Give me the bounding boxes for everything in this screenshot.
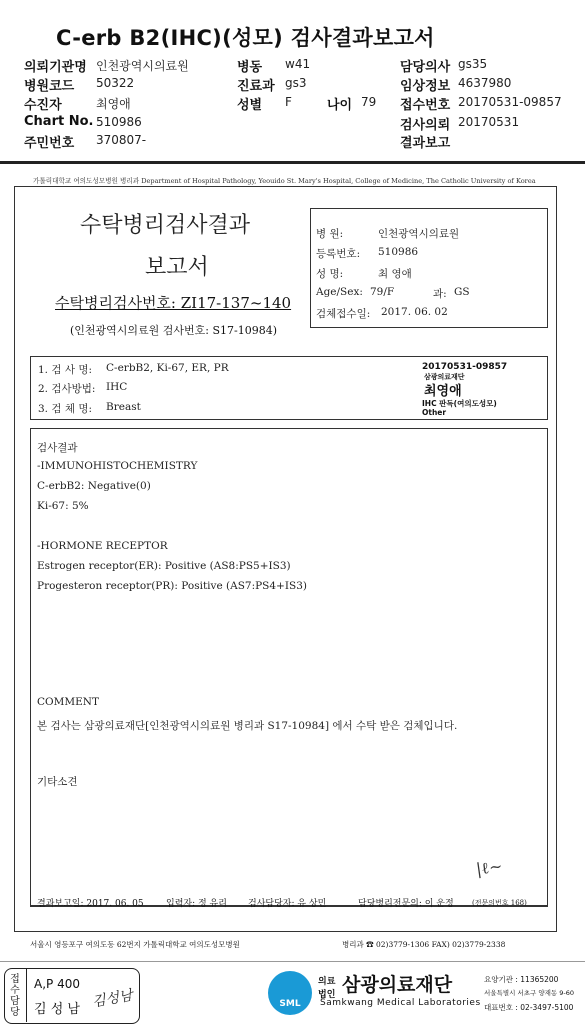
hospital-code-label: 병원코드	[24, 79, 75, 94]
chart-value: 510986	[96, 115, 142, 129]
test-method-label: 2. 검사방법:	[38, 383, 96, 395]
comment-text: 본 검사는 삼광의료재단[인천광역시의료원 병리과 S17-10984] 에서 수탁 받은 검체입니다.	[37, 720, 458, 732]
pr-result: Progesteron receptor(PR): Positive (AS7:PS4+IS3)	[37, 580, 307, 592]
info-hospital-label: 병 원:	[316, 228, 344, 240]
resident-label: 주민번호	[24, 136, 75, 151]
hospital-header-line: 가톨릭대학교 여의도성모병원 병리과 Department of Hospital Pathology, Yeouido St. Mary's Hospital, College of Medicine, The Catholic University of Korea	[33, 177, 536, 185]
info-hospital-value: 인천광역시의료원	[378, 228, 460, 240]
scanned-report	[0, 168, 585, 958]
specialist: 담당병리전문의: 이 운정	[358, 899, 454, 909]
hospital-phone: 병리과 ☎ 02)3779-1306 FAX) 02)3779-2338	[342, 940, 506, 949]
info-dept-label: 과:	[433, 288, 447, 300]
request-value: 20170531	[458, 115, 520, 129]
ward-label: 병동	[237, 60, 263, 75]
age-value: 79	[361, 95, 377, 109]
hospital-address: 서울시 영등포구 여의도동 62번지 가톨릭대학교 여의도성모병원	[30, 940, 240, 949]
stamp-ap: A,P 400	[34, 977, 80, 991]
result-box	[30, 428, 548, 907]
er-result: Estrogen receptor(ER): Positive (AS8:PS5+IS3)	[37, 560, 291, 572]
info-reg-label: 등록번호:	[316, 248, 361, 260]
entered-by: 입력자: 정 유리	[166, 899, 227, 909]
footer-divider	[0, 961, 585, 962]
test-name-label: 1. 검 사 명:	[38, 364, 92, 376]
request-label: 검사의뢰	[400, 118, 451, 133]
info-dept-value: GS	[454, 286, 470, 298]
stamp-divider	[26, 969, 27, 1022]
sticker-receipt: 20170531-09857	[422, 362, 508, 372]
clinical-label: 임상정보	[400, 79, 451, 94]
incheon-number: (인천광역시의료원 검사번호: S17-10984)	[70, 324, 278, 337]
dept-label: 진료과	[237, 79, 275, 94]
stamp-signature: 김성남	[91, 987, 134, 1011]
result-label: 결과보고	[400, 136, 451, 151]
sex-label: 성별	[237, 98, 263, 113]
clinical-value: 4637980	[458, 76, 512, 90]
logo-prefix-1: 의료	[318, 977, 336, 987]
report-main-title-2: 보고서	[145, 255, 209, 280]
info-recv-value: 2017. 06. 02	[381, 306, 448, 318]
hormone-header: -HORMONE RECEPTOR	[37, 540, 168, 552]
info-reg-value: 510986	[378, 246, 419, 258]
stamp-side-label: 접수담당	[10, 974, 20, 1018]
footer-reg-no: 요양기관 : 11365200	[484, 975, 559, 984]
pathologist-signature: |ℓ~	[474, 856, 504, 879]
test-name-value: C-erbB2, Ki-67, ER, PR	[106, 362, 229, 374]
chart-label: Chart No.	[24, 114, 94, 129]
sticker-test: IHC 판독(여의도성모)	[422, 399, 497, 408]
test-method-value: IHC	[106, 381, 128, 393]
info-name-value: 최 영애	[378, 268, 412, 280]
ward-value: w41	[285, 57, 311, 71]
stamp-person: 김 성 남	[34, 1002, 80, 1017]
specialist-number: (전문의번호 168)	[472, 899, 527, 907]
footer-address: 서울특별시 서초구 양재동 9-60	[484, 989, 575, 997]
report-title: C-erb B2(IHC)(성모) 검사결과보고서	[56, 26, 435, 50]
report-main-title: 수탁병리검사결과	[80, 213, 251, 238]
patient-value: 최영애	[96, 97, 131, 111]
info-agesex-label: Age/Sex:	[316, 286, 363, 298]
sticker-patient: 최영애	[424, 384, 462, 399]
header-divider	[0, 161, 585, 164]
sticker-other: Other	[422, 408, 447, 417]
info-agesex-value: 79/F	[370, 286, 395, 298]
consign-number: 수탁병리검사번호: ZI17-137~140	[55, 294, 292, 312]
patient-label: 수진자	[24, 98, 62, 113]
doctor-label: 담당의사	[400, 60, 451, 75]
logo-prefix-2: 법인	[318, 990, 336, 1000]
ki67-result: Ki-67: 5%	[37, 500, 89, 512]
test-specimen-value: Breast	[106, 401, 141, 413]
footer-phone: 대표번호 : 02-3497-5100	[484, 1003, 574, 1012]
sml-logo-text: SML	[279, 999, 301, 1009]
comment-label: COMMENT	[37, 696, 100, 708]
info-name-label: 성 명:	[316, 268, 344, 280]
dept-value: gs3	[285, 76, 307, 90]
logo-english: Samkwang Medical Laboratories	[320, 998, 481, 1008]
cerb-result: C-erbB2: Negative(0)	[37, 480, 151, 492]
sticker-lab: 삼광의료재단	[424, 373, 465, 381]
hospital-code-value: 50322	[96, 76, 135, 90]
report-date: 결과보고일: 2017. 06. 05	[37, 899, 144, 909]
other-findings-label: 기타소견	[37, 776, 78, 788]
ihc-header: -IMMUNOHISTOCHEMISTRY	[37, 460, 198, 472]
test-specimen-label: 3. 검 체 명:	[38, 403, 92, 415]
info-recv-label: 검체접수일:	[316, 308, 371, 320]
doctor-value: gs35	[458, 57, 488, 71]
resident-value: 370807-	[96, 133, 147, 147]
receipt-value: 20170531-09857	[458, 95, 562, 109]
examiner: 검사담당자: 유 상민	[248, 899, 327, 909]
logo-name: 삼광의료재단	[342, 974, 453, 996]
sex-value: F	[285, 95, 292, 109]
receipt-label: 접수번호	[400, 98, 451, 113]
age-label: 나이	[327, 98, 353, 113]
institution-label: 의뢰기관명	[24, 60, 87, 75]
results-label: 검사결과	[37, 442, 78, 454]
sml-logo-icon	[268, 971, 312, 1015]
institution-value: 인천광역시의료원	[96, 59, 189, 73]
